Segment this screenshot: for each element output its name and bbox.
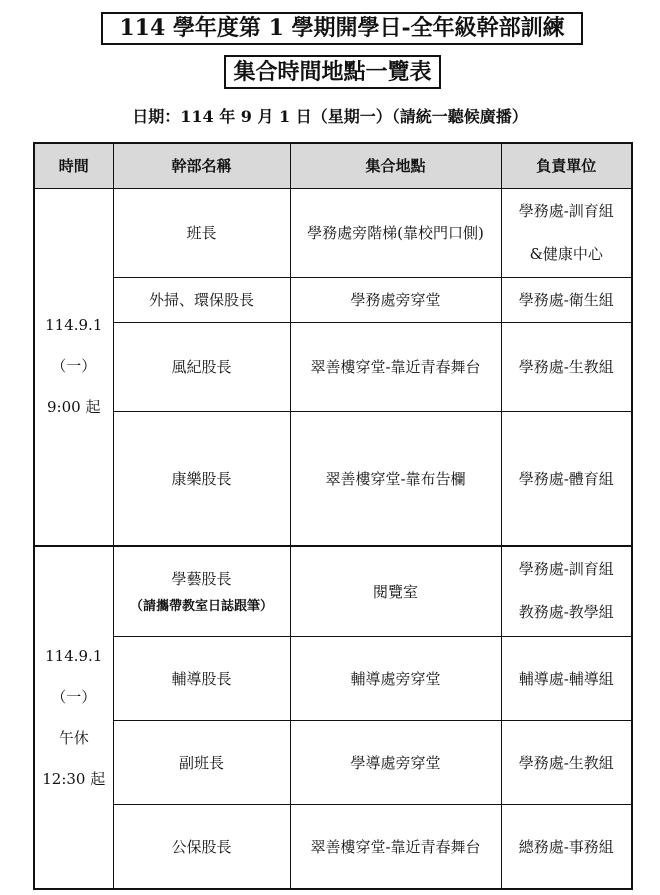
location-cell: 翠善樓穿堂-靠布告欄	[290, 411, 501, 546]
unit-line: &健康中心	[529, 244, 603, 263]
header-location: 集合地點	[290, 143, 501, 188]
header-role: 幹部名稱	[113, 143, 290, 188]
role-cell: 風紀股長	[113, 322, 290, 411]
session2-weekday: （一）	[51, 687, 97, 706]
table-row	[34, 188, 632, 277]
location-cell: 翠善樓穿堂-靠近青春舞台	[290, 322, 501, 411]
session2-date: 114.9.1	[45, 646, 103, 665]
table-header-row	[34, 143, 632, 188]
location-cell: 輔導處旁穿堂	[290, 636, 501, 720]
location-cell: 學務處旁穿堂	[290, 277, 501, 322]
role-cell: 副班長	[113, 720, 290, 804]
location-cell: 學務處旁階梯(靠校門口側)	[290, 188, 501, 277]
unit-cell: 總務處-事務組	[501, 804, 632, 889]
role-cell: 公保股長	[113, 804, 290, 889]
session2-time-cell	[34, 546, 113, 889]
unit-cell: 學務處-生教組	[501, 322, 632, 411]
role-cell: 康樂股長	[113, 411, 290, 546]
session1-time: 9:00 起	[47, 398, 101, 417]
session1-date: 114.9.1	[45, 316, 103, 335]
schedule-table	[33, 142, 633, 890]
unit-cell: 輔導處-輔導組	[501, 636, 632, 720]
table-row	[34, 411, 632, 546]
role-note: （請攜帶教室日誌跟筆）	[129, 599, 273, 615]
document-title: 114 學年度第 1 學期開學日-全年級幹部訓練	[101, 12, 583, 45]
unit-line: 教務處-教學組	[518, 603, 614, 622]
role-cell	[113, 546, 290, 636]
location-cell: 學導處旁穿堂	[290, 720, 501, 804]
unit-cell	[501, 188, 632, 277]
session2-period: 午休	[58, 728, 89, 747]
location-cell: 閱覽室	[290, 546, 501, 636]
location-cell: 翠善樓穿堂-靠近青春舞台	[290, 804, 501, 889]
header-unit: 負責單位	[501, 143, 632, 188]
date-line: 日期：114 年 9 月 1 日（星期一）（請統一聽候廣播）	[132, 107, 528, 126]
session1-time-cell	[34, 188, 113, 546]
unit-cell: 學務處-衛生組	[501, 277, 632, 322]
table-row	[34, 804, 632, 889]
header-time: 時間	[34, 143, 113, 188]
unit-line: 學務處-訓育組	[518, 560, 614, 579]
table-row	[34, 322, 632, 411]
role-cell: 輔導股長	[113, 636, 290, 720]
role-cell: 班長	[113, 188, 290, 277]
session1-weekday: （一）	[51, 357, 97, 376]
table-row	[34, 546, 632, 636]
document-subtitle: 集合時間地點一覽表	[224, 55, 441, 89]
unit-cell	[501, 546, 632, 636]
table-row	[34, 277, 632, 322]
unit-cell: 學務處-生教組	[501, 720, 632, 804]
unit-line: 學務處-訓育組	[518, 201, 614, 220]
role-cell: 外掃、環保股長	[113, 277, 290, 322]
role-label: 學藝股長	[171, 570, 232, 589]
table-row	[34, 720, 632, 804]
session2-time: 12:30 起	[42, 769, 106, 788]
unit-cell: 學務處-體育組	[501, 411, 632, 546]
table-row	[34, 636, 632, 720]
